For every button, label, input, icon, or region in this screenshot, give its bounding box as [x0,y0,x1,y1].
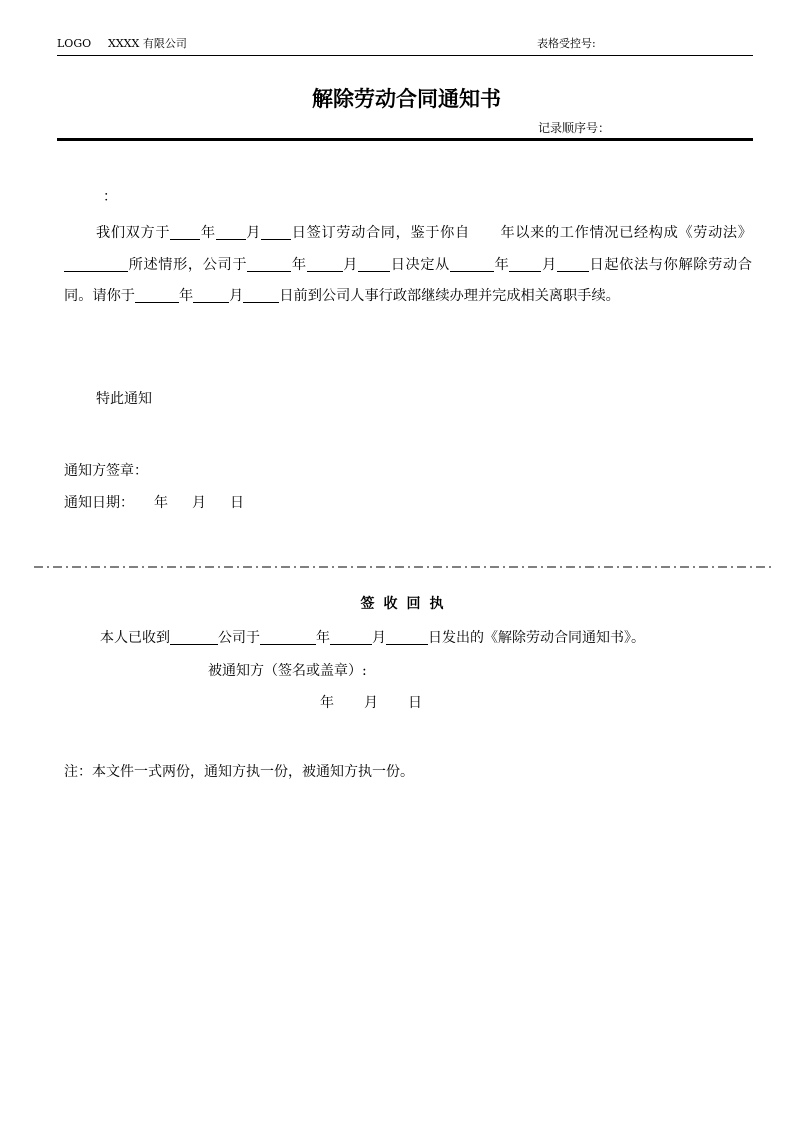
notifier-signature-label: 通知方签章： [64,463,148,479]
body-text: 日起依法与你解除劳动合同。请你于 [64,256,752,304]
notice-date-month: 月 [192,495,206,511]
receipt-day-blank[interactable] [386,628,428,645]
title-divider [57,138,753,141]
receipt-text: 公司于 [218,630,260,646]
receipt-company-blank[interactable] [170,628,218,645]
report-month-blank[interactable] [193,286,229,303]
company-name: XXXX 有限公司 [108,37,187,50]
effective-year-blank[interactable] [450,255,494,272]
receipt-date-month: 月 [364,695,378,711]
tear-off-dash-dot-line [34,566,774,568]
body-text: 所述情形，公司于 [128,256,248,273]
body-text: 年 [291,256,307,273]
sign-date-year-blank[interactable] [170,223,200,240]
header-divider [57,55,753,56]
receipt-text: 年 [316,630,330,646]
body-text: 日决定从 [390,256,450,273]
sign-date-month-blank[interactable] [216,223,246,240]
body-text: 我们双方于 [96,225,171,241]
body-text: 年 [200,225,216,241]
receipt-date-line [320,693,422,713]
sign-date-day-blank[interactable] [261,223,291,240]
receipt-statement [100,628,645,648]
receipt-month-blank[interactable] [330,628,372,645]
body-text: 日前到公司人事行政部继续办理并完成相关离职手续。 [279,288,620,304]
logo-text: LOGO [57,37,92,50]
body-text: 月 [342,256,359,273]
copies-note: 注：本文件一式两份，通知方执一份，被通知方执一份。 [64,764,414,780]
report-year-blank[interactable] [135,286,179,303]
form-control-number-label: 表格受控号: [537,37,596,50]
notice-closing: 特此通知 [96,391,152,407]
decision-year-blank[interactable] [247,255,291,272]
effective-month-blank[interactable] [509,255,541,272]
body-text: 月 [541,256,557,273]
decision-day-blank[interactable] [358,255,390,272]
addressee-colon: ： [103,189,117,205]
body-text: 年 [178,288,194,304]
decision-month-blank[interactable] [307,255,343,272]
receipt-text: 日发出的《解除劳动合同通知书》。 [428,630,645,646]
receipt-date-day: 日 [408,695,422,711]
body-text: 年以来的工作情况已经构成《劳动法》 [499,225,752,241]
document-title: 解除劳动合同通知书 [312,87,501,111]
effective-day-blank[interactable] [557,255,589,272]
receipt-title: 签收回执 [360,596,453,612]
receipt-text: 本人已收到 [100,630,170,646]
notice-body-paragraph [64,218,752,313]
law-clause-blank[interactable] [64,255,128,272]
receipt-year-blank[interactable] [260,628,316,645]
body-text: 年 [494,256,510,273]
record-sequence-label: 记录顺序号： [538,121,611,135]
receipt-text: 月 [372,630,386,646]
report-day-blank[interactable] [243,286,279,303]
notice-date-label: 通知日期： [64,495,134,511]
notice-date-line [64,493,244,513]
notice-date-year: 年 [154,495,168,511]
notice-date-day: 日 [230,495,244,511]
body-text: 日签订劳动合同，鉴于你自 [291,225,470,241]
body-text: 月 [229,288,244,304]
receipt-date-year: 年 [320,695,334,711]
body-text: 月 [245,225,262,241]
signee-label: 被通知方（签名或盖章）: [208,663,367,679]
